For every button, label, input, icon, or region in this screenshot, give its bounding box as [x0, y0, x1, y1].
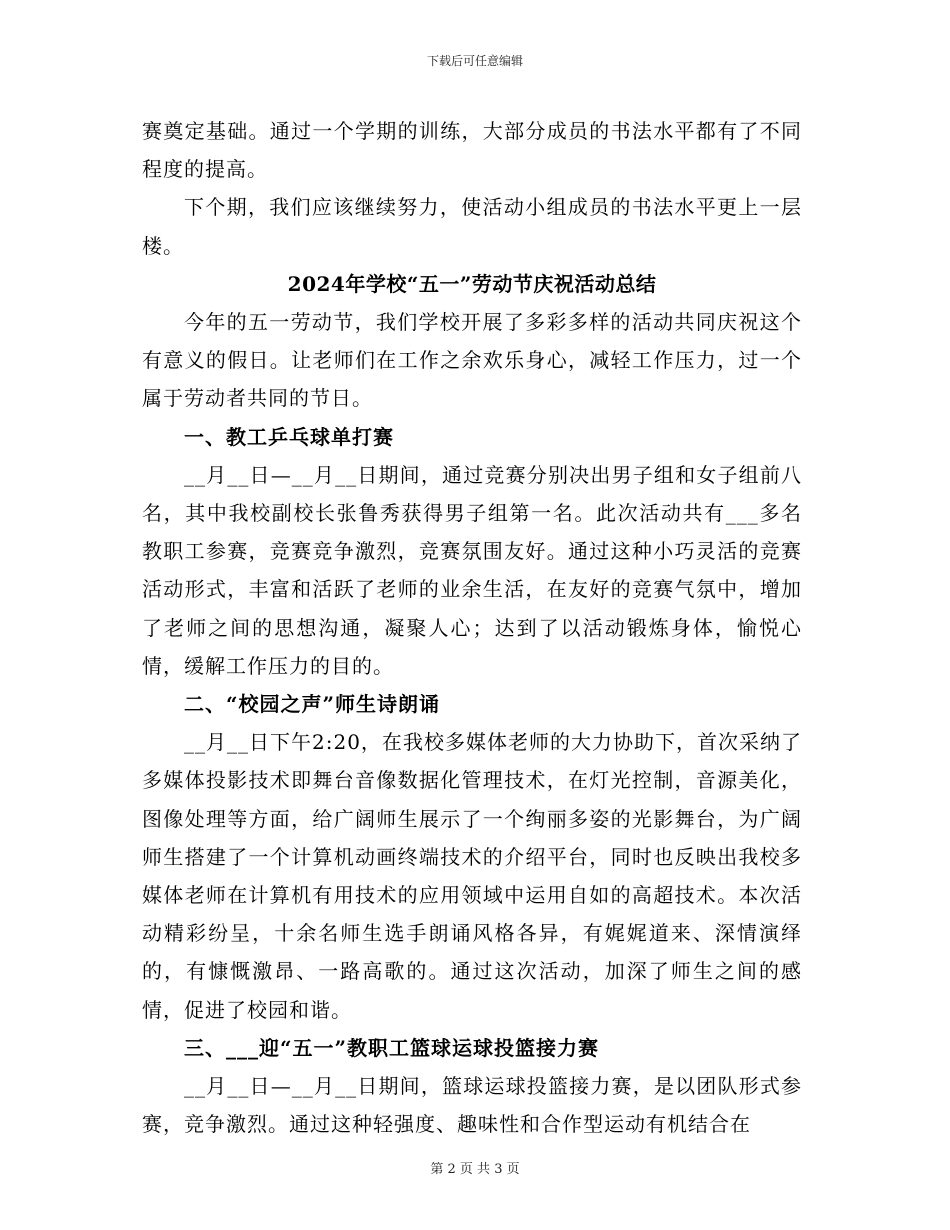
section-heading-basketball: 三、___迎“五一”教职工篮球运球投篮接力赛 — [184, 1035, 600, 1060]
document-body — [142, 112, 802, 1143]
paragraph-continuation: 赛奠定基础。通过一个学期的训练，大部分成员的书法水平都有了不同程度的提高。 — [142, 119, 802, 182]
paragraph-table-tennis: __月__日—__月__日期间，通过竞赛分别决出男子组和女子组前八名，其中我校副校长张鲁秀获得男子组第一名。此次活动共有___多名教职工参赛，竞赛竞争激烈，竞赛氛围友好。通过这种小巧灵活的竞赛活动形式，丰富和活跃了老师的业余生活，在友好的竞赛气氛中，增加了老师之间的思想沟通，凝聚人心；达到了以活动锻炼身体，愉悦心情，缓解工作压力的目的。 — [142, 462, 802, 678]
page-header: 下载后可任意编辑 — [426, 54, 523, 68]
paragraph-next-term: 下个期，我们应该继续努力，使活动小组成员的书法水平更上一层楼。 — [142, 195, 802, 258]
document-title: 2024年学校“五一”劳动节庆祝活动总结 — [287, 271, 657, 296]
paragraph-basketball: __月__日—__月__日期间，篮球运球投篮接力赛，是以团队形式参赛，竞争激烈。通过这种轻强度、趣味性和合作型运动有机结合在 — [142, 1074, 802, 1137]
section-heading-table-tennis: 一、教工乒乓球单打赛 — [184, 424, 394, 449]
paragraph-intro: 今年的五一劳动节，我们学校开展了多彩多样的活动共同庆祝这个有意义的假日。让老师们在工作之余欢乐身心，减轻工作压力，过一个属于劳动者共同的节日。 — [142, 310, 802, 411]
page-footer: 第 2 页 共 3 页 — [430, 1162, 520, 1177]
section-heading-poetry: 二、“校园之声”师生诗朗诵 — [184, 692, 441, 717]
paragraph-poetry: __月__日下午2:20，在我校多媒体老师的大力协助下，首次采纳了多媒体投影技术即舞台音像数据化管理技术，在灯光控制，音源美化，图像处理等方面，给广阔师生展示了一个绚丽多姿的光影舞台，为广阔师生搭建了一个计算机动画终端技术的介绍平台，同时也反映出我校多媒体老师在计算机有用技术的应用领域中运用自如的高超技术。本次活动精彩纷呈，十余名师生选手朗诵风格各异，有娓娓道来、深情演绎的，有慷慨激昂、一路高歌的。通过这次活动，加深了师生之间的感情，促进了校园和谐。 — [142, 730, 802, 1022]
